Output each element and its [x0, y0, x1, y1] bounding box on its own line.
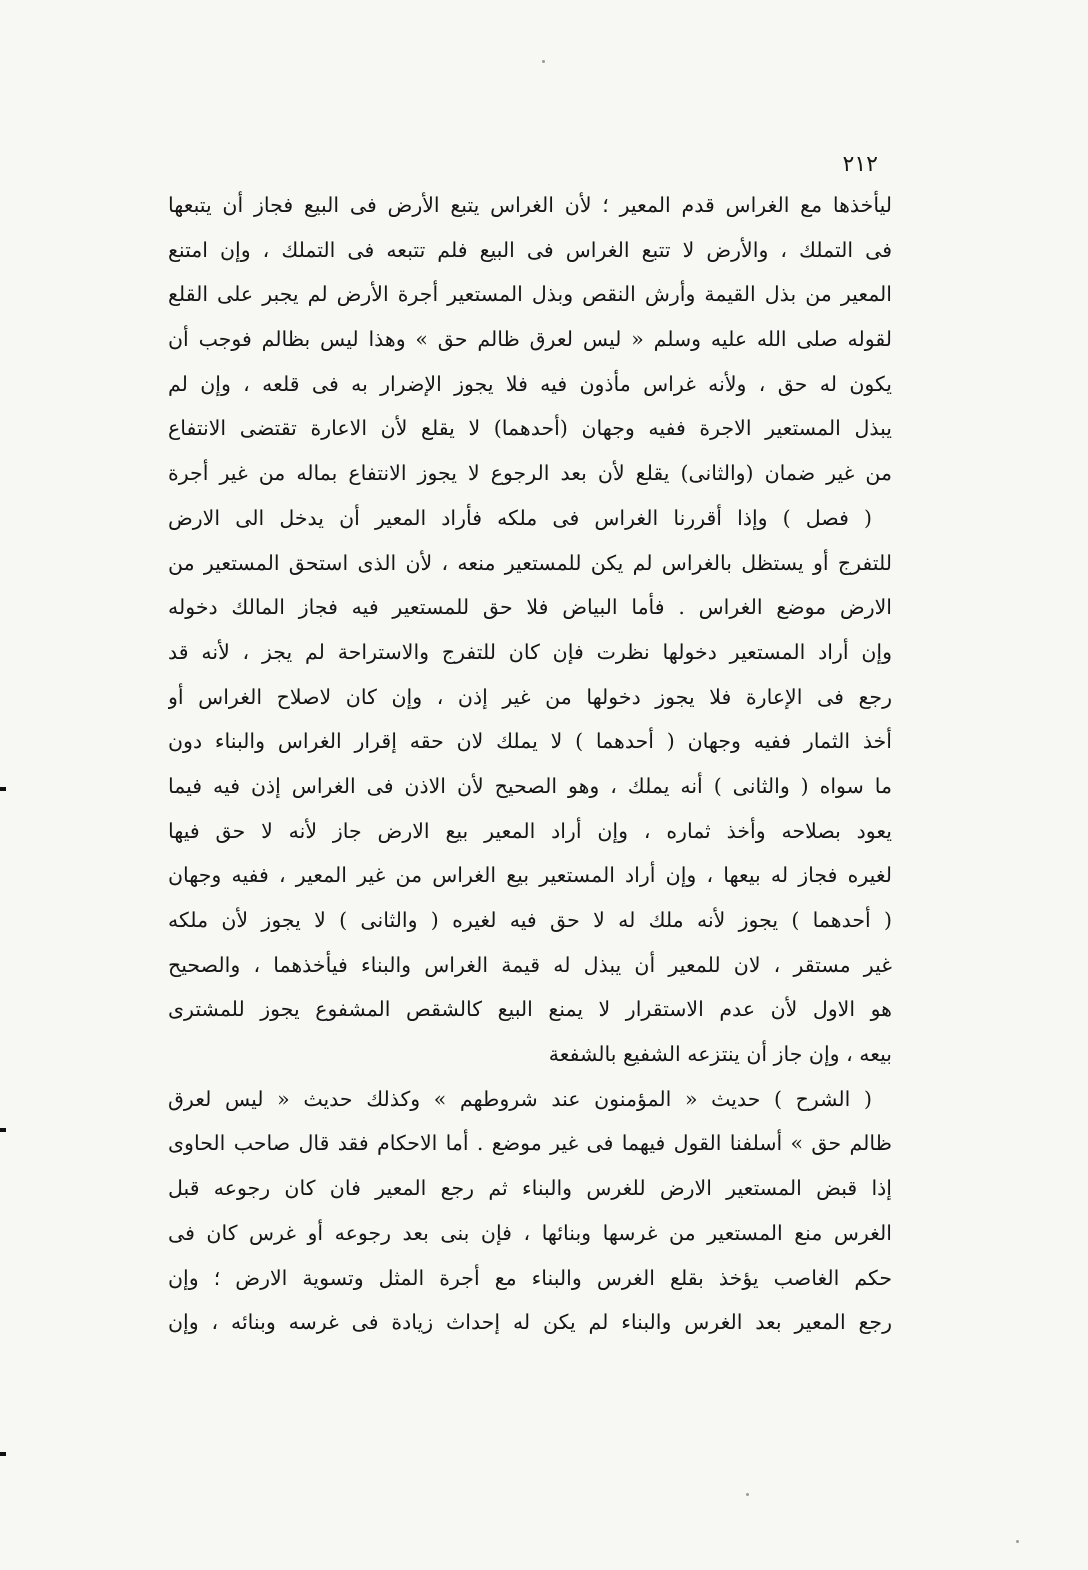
commentary-heading-line: ( الشرح ) حديث « المؤمنون عند شروطهم » وكذلك حديث « ليس لعرق [168, 1086, 872, 1111]
page-number: ٢١٢ [842, 152, 878, 177]
text-line: المعير من بذل القيمة وأرش النقص وبذل المستعير أجرة الأرض لم يجبر على القلع [168, 282, 892, 307]
text-line: ليأخذها مع الغراس قدم المعير ؛ لأن الغراس يتبع الأرض فى البيع فجاز أن يتبعها [168, 193, 892, 217]
text-line: يبذل المستعير الاجرة ففيه وجهان (أحدهما) لا يقلع لأن الاعارة تقتضى الانتفاع [168, 416, 892, 441]
text-line: ما سواه ( والثانى ) أنه يملك ، وهو الصحيح لأن الاذن فى الغراس إذن فيه فيما [168, 773, 892, 798]
text-line: لغيره فجاز له بيعها ، وإن أراد المستعير بيع الغراس من غير المعير ، ففيه وجهان [168, 863, 892, 888]
scan-speck [542, 60, 545, 63]
text-line: غير مستقر ، لان للمعير أن يبذل له قيمة الغراس والبناء فيأخذهما ، والصحيح [168, 952, 892, 977]
text-line: وإن أراد المستعير دخولها نظرت فإن كان للتفرج والاستراحة لم يجز ، لأنه قد [168, 639, 892, 664]
text-line: إذا قبض المستعير الارض للغرس والبناء ثم رجع المعير فان كان رجوعه قبل [168, 1176, 892, 1201]
binding-mark [0, 787, 6, 791]
body-text [168, 183, 892, 1345]
text-line: للتفرج أو يستظل بالغراس لم يكن للمستعير منعه ، لأن الذى استحق المستعير من [168, 550, 892, 575]
text-line: من غير ضمان (والثانى) يقلع لأن بعد الرجوع لا يجوز الانتفاع بماله من غير أجرة [168, 461, 892, 486]
text-line: حكم الغاصب يؤخذ بقلع الغرس والبناء مع أجرة المثل وتسوية الارض ؛ وإن [168, 1265, 892, 1290]
text-line: ( أحدهما ) يجوز لأنه ملك له لا حق فيه لغيره ( والثانى ) لا يجوز لأن ملكه [168, 908, 892, 932]
text-line: يكون له حق ، ولأنه غراس مأذون فيه فلا يجوز الإضرار به فى قلعه ، وإن لم [168, 371, 892, 396]
binding-mark [0, 1128, 6, 1132]
binding-mark [0, 1452, 6, 1456]
text-line: لقوله صلى الله عليه وسلم « ليس لعرق ظالم حق » وهذا ليس بظالم فوجب أن [168, 327, 892, 352]
scan-speck [1016, 1540, 1019, 1543]
scan-speck [746, 1493, 749, 1496]
text-line: يعود بصلاحه وأخذ ثماره ، وإن أراد المعير بيع الارض جاز لأنه لا حق فيها [168, 818, 892, 843]
text-line: ظالم حق » أسلفنا القول فيهما فى غير موضع . أما الاحكام فقد قال صاحب الحاوى [168, 1131, 892, 1156]
section-heading-line: ( فصل ) وإذا أقررنا الغراس فى ملكه فأراد المعير أن يدخل الى الارض [168, 505, 872, 530]
text-line: أخذ الثمار ففيه وجهان ( أحدهما ) لا يملك لان حقه إقرار الغراس والبناء دون [168, 729, 892, 754]
text-line: الارض موضع الغراس . فأما البياض فلا حق للمستعير فيه فجاز المالك دخوله [168, 595, 892, 620]
text-line: رجع فى الإعارة فلا يجوز دخولها من غير إذن ، وإن كان لاصلاح الغراس أو [168, 684, 892, 709]
text-line: هو الاول لأن عدم الاستقرار لا يمنع البيع كالشقص المشفوع يجوز للمشترى [168, 997, 892, 1022]
text-line: فى التملك ، والأرض لا تتبع الغراس فى البيع فلم تتبعه فى التملك ، وإن امتنع [168, 237, 892, 262]
text-line: بيعه ، وإن جاز أن ينتزعه الشفيع بالشفعة [548, 1042, 892, 1067]
text-line: الغرس منع المستعير من غرسها وبنائها ، فإن بنى بعد رجوعه أو غرس كان فى [168, 1220, 892, 1245]
text-line: رجع المعير بعد الغرس والبناء لم يكن له إحداث زيادة فى غرسه وبنائه ، وإن [168, 1310, 892, 1335]
